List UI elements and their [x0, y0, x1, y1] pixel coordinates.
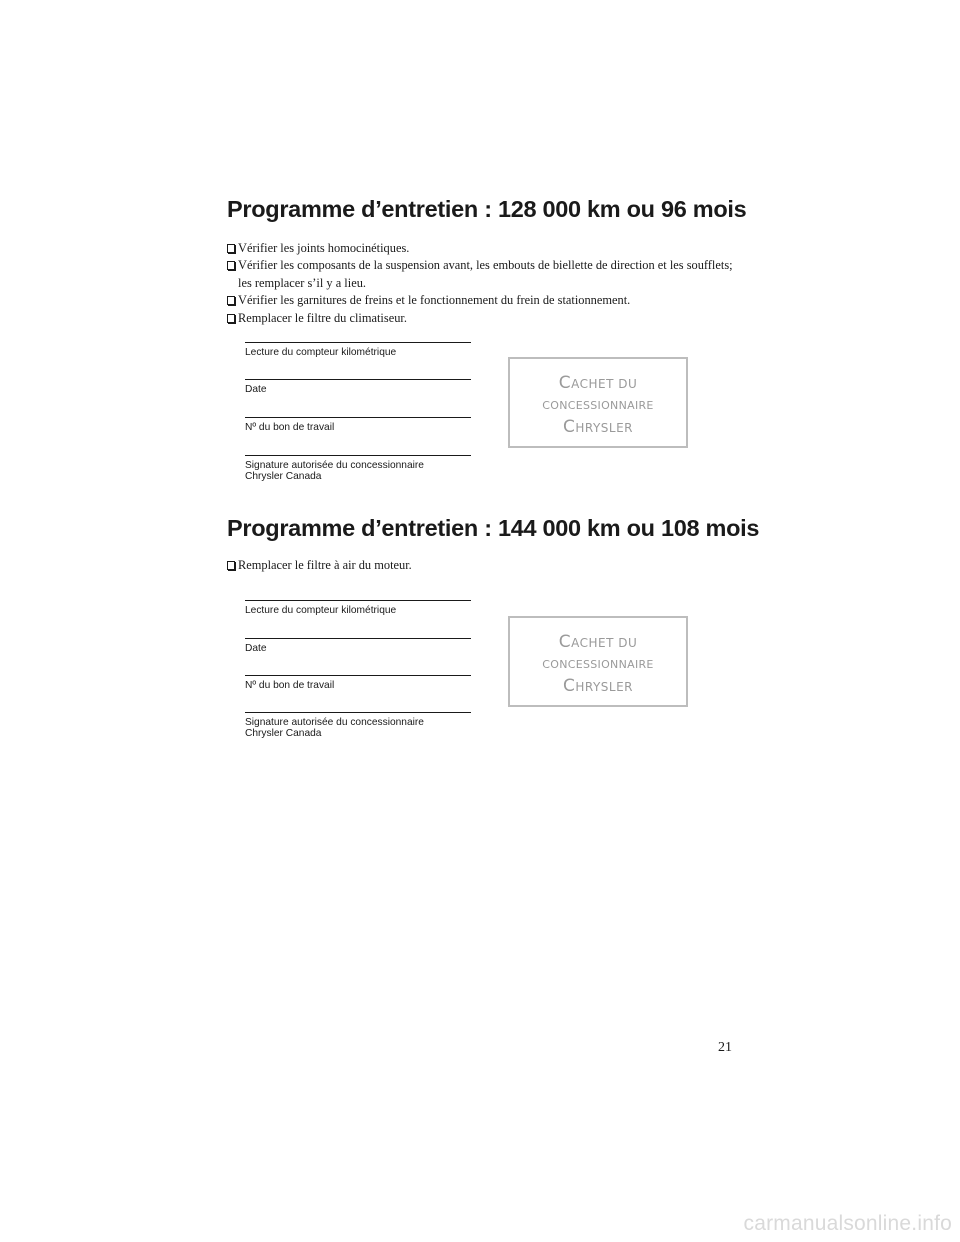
work-order-label: Nº du bon de travail [245, 680, 335, 691]
checklist-item [227, 310, 747, 327]
stamp-line-2: CONCESSIONNAIRE [542, 399, 654, 412]
date-label: Date [245, 384, 267, 395]
page-number: 21 [718, 1040, 732, 1055]
checklist-item-text: Vérifier les joints homocinétiques. [238, 241, 410, 255]
signature-label-company: Chrysler Canada [245, 471, 322, 482]
work-order-field [245, 675, 471, 691]
maintenance-section-1 [227, 196, 747, 327]
stamp-line-1: CACHET DU [558, 373, 638, 393]
checklist-item [227, 557, 747, 574]
odometer-field [245, 600, 471, 616]
checklist-item-text: Remplacer le filtre à air du moteur. [238, 558, 412, 572]
stamp-line-1: CACHET DU [558, 632, 638, 652]
work-order-label: Nº du bon de travail [245, 422, 335, 433]
maintenance-section-2 [227, 515, 760, 574]
section-title: Programme d’entretien : 128 000 km ou 96 mois [227, 196, 747, 222]
odometer-field [245, 342, 471, 358]
date-field [245, 379, 471, 395]
checklist-item [227, 292, 747, 309]
checklist [227, 557, 747, 574]
date-label: Date [245, 643, 267, 654]
checklist-item [227, 240, 747, 257]
signature-label: Signature autorisée du concessionnaire [245, 717, 424, 728]
checkbox-icon [227, 314, 235, 323]
checklist-item-text: Remplacer le filtre du climatiseur. [238, 310, 407, 325]
watermark: carmanualsonline.info [743, 1212, 952, 1235]
checklist-item-text: Vérifier les garnitures de freins et le fonctionnement du frein de stationnement. [238, 293, 631, 308]
dealer-stamp-box [508, 616, 688, 707]
odometer-label: Lecture du compteur kilométrique [245, 605, 397, 616]
checkbox-icon [227, 261, 235, 270]
signature-field [245, 455, 471, 482]
checklist-item-text: Vérifier les composants de la suspension avant, les embouts de biellette de direction et les soufflets; les remplacer s’il y a lieu. [238, 258, 733, 290]
stamp-line-3: CHRYSLER [562, 676, 634, 696]
work-order-field [245, 417, 471, 433]
checklist-item [227, 257, 747, 292]
stamp-line-3: CHRYSLER [562, 417, 634, 437]
checklist [227, 240, 747, 327]
date-field [245, 638, 471, 654]
signature-field [245, 712, 471, 739]
stamp-line-2: CONCESSIONNAIRE [542, 658, 654, 671]
dealer-stamp-box [508, 357, 688, 448]
checkbox-icon [227, 244, 235, 253]
signature-label: Signature autorisée du concessionnaire [245, 460, 424, 471]
signature-label-company: Chrysler Canada [245, 728, 322, 739]
checkbox-icon [227, 296, 235, 305]
checkbox-icon [227, 561, 235, 570]
section-title: Programme d’entretien : 144 000 km ou 108 mois [227, 515, 760, 541]
odometer-label: Lecture du compteur kilométrique [245, 347, 397, 358]
